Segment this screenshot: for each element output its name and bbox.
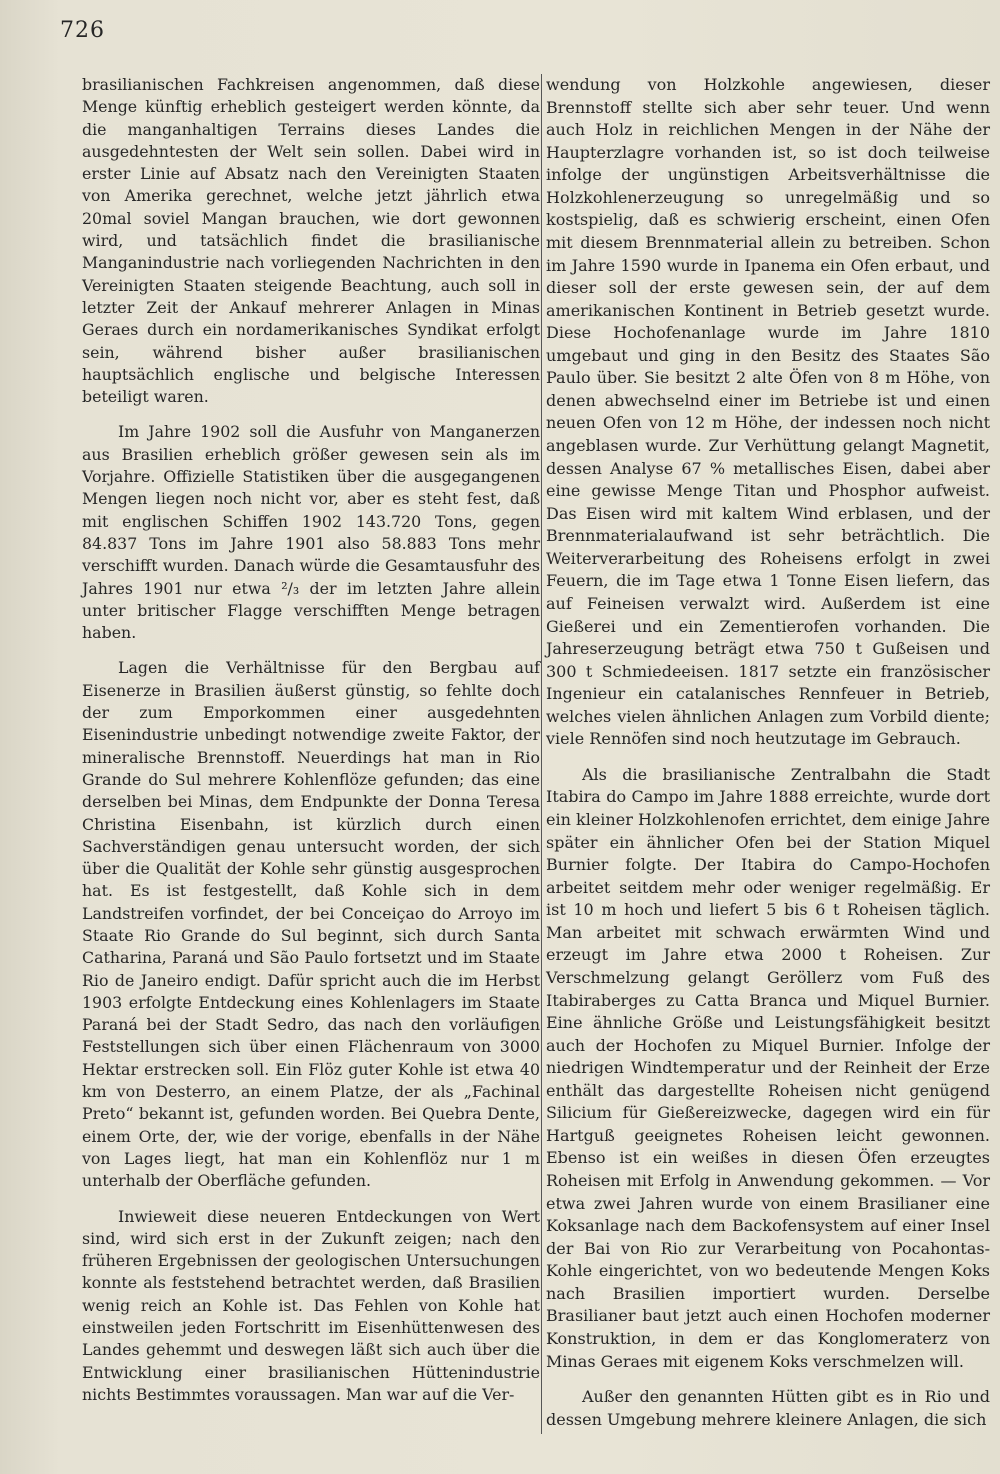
- right-paragraph-1: wendung von Holzkohle angewiesen, dieser Brennstoff stellte sich aber sehr teuer. Und wenn auch Holz in reichlichen Mengen in der Nähe der Haupterzlagre vorhanden ist, so ist doch teilweise infolge der ungünstigen Arbeitsverhältnisse die Holzkohlenerzeugung so unregelmäßig und so kostspielig, daß es schwierig erscheint, einen Ofen mit diesem Brennmaterial allein zu betreiben. Schon im Jahre 1590 wurde in Ipanema ein Ofen erbaut, und dieser soll der erste gewesen sein, der auf dem amerikanischen Kontinent in Betrieb gesetzt wurde. Diese Hochofenanlage wurde im Jahre 1810 umgebaut und ging in den Besitz des Staates São Paulo über. Sie besitzt 2 alte Öfen von 8 m Höhe, von denen abwechselnd einer im Betriebe ist und einen neuen Ofen von 12 m Höhe, der indessen noch nicht angeblasen wurde. Zur Verhüttung gelangt Magnetit, dessen Analyse 67 % metallisches Eisen, dabei aber eine gewisse Menge Titan und Phosphor aufweist. Das Eisen wird mit kaltem Wind erblasen, und der Brennmaterialaufwand ist sehr beträchtlich. Die Weiterverarbeitung des Roheisens erfolgt in zwei Feuern, die im Tage etwa 1 Tonne Eisen liefern, das auf Feineisen verwalzt wird. Außerdem ist eine Gießerei und ein Zementierofen vorhanden. Die Jahreserzeugung beträgt etwa 750 t Gußeisen und 300 t Schmiedeeisen. 1817 setzte ein französischer Ingenieur ein catalanisches Rennfeuer in Betrieb, welches vielen ähnlichen Anlagen zum Vorbild diente; viele Rennöfen sind noch heutzutage im Gebrauch.: [546, 75, 990, 749]
- left-column: [82, 74, 540, 1406]
- left-paragraph-2: Im Jahre 1902 soll die Ausfuhr von Manganerzen aus Brasilien erheblich größer gewesen sein als im Vorjahre. Offizielle Statistiken über die ausgegangenen Mengen liegen noch nicht vor, aber es steht fest, daß mit englischen Schiffen 1902 143.720 Tons, gegen 84.837 Tons im Jahre 1901 also 58.883 Tons mehr verschifft wurden. Danach würde die Gesamtausfuhr des Jahres 1901 nur etwa ²/₃ der im letzten Jahre allein unter britischer Flagge verschifften Menge betragen haben.: [82, 422, 540, 643]
- left-paragraph-3: Lagen die Verhältnisse für den Bergbau auf Eisenerze in Brasilien äußerst günstig, so fehlte doch der zum Emporkommen einer ausgedehnten Eisenindustrie unbedingt notwendige zweite Faktor, der mineralische Brennstoff. Neuerdings hat man in Rio Grande do Sul mehrere Kohlenflöze gefunden; das eine derselben bei Minas, dem Endpunkte der Donna Teresa Christina Eisenbahn, ist kürzlich durch einen Sachverständigen genau untersucht worden, der sich über die Qualität der Kohle sehr günstig ausgesprochen hat. Es ist festgestellt, daß Kohle sich in dem Landstreifen vorfindet, der bei Conceiçao do Arroyo im Staate Rio Grande do Sul beginnt, sich durch Santa Catharina, Paraná und São Paulo fortsetzt und im Staate Rio de Janeiro endigt. Dafür spricht auch die im Herbst 1903 erfolgte Entdeckung eines Kohlenlagers im Staate Paraná bei der Stadt Sedro, das nach den vorläufigen Feststellungen sich über einen Flächenraum von 3000 Hektar erstrecken soll. Ein Flöz guter Kohle ist etwa 40 km von Desterro, an einem Platze, der als „Fachinal Preto“ bekannt ist, gefunden worden. Bei Quebra Dente, einem Orte, der, wie der vorige, ebenfalls in der Nähe von Lages liegt, hat man ein Kohlenflöz nur 1 m unterhalb der Oberfläche gefunden.: [82, 658, 540, 1191]
- right-column: [546, 74, 990, 1431]
- right-paragraph-2: Als die brasilianische Zentralbahn die Stadt Itabira do Campo im Jahre 1888 erreichte, wurde dort ein kleiner Holzkohlenofen errichtet, dem einige Jahre später ein ähnlicher Ofen bei der Station Miquel Burnier folgte. Der Itabira do Campo-Hochofen arbeitet seitdem mehr oder weniger regelmäßig. Er ist 10 m hoch und liefert 5 bis 6 t Roheisen täglich. Man arbeitet mit schwach erwärmten Wind und erzeugt im Jahre etwa 2000 t Roheisen. Zur Verschmelzung gelangt Geröllerz vom Fuß des Itabiraberges zu Catta Branca und Miquel Burnier. Eine ähnliche Größe und Leistungsfähigkeit besitzt auch der Hochofen zu Miquel Burnier. Infolge der niedrigen Windtemperatur und der Reinheit der Erze enthält das dargestellte Roheisen nicht genügend Silicium für Gießereizwecke, dagegen wird ein für Hartguß geeignetes Roheisen leicht gewonnen. Ebenso ist ein weißes in diesen Öfen erzeugtes Roheisen mit Erfolg in Anwendung gekommen. — Vor etwa zwei Jahren wurde von einem Brasilianer eine Koksanlage nach dem Backofensystem auf einer Insel der Bai von Rio zur Verarbeitung von Pocahontas-Kohle eingerichtet, von wo bedeutende Mengen Koks nach Brasilien importiert wurden. Derselbe Brasilianer baut jetzt auch einen Hochofen moderner Konstruktion, in dem er das Konglomeraterz von Minas Geraes mit eigenem Koks verschmelzen will.: [546, 764, 990, 1371]
- column-divider: [541, 74, 542, 1434]
- left-paragraph-4: Inwieweit diese neueren Entdeckungen von Wert sind, wird sich erst in der Zukunft zeigen; nach den früheren Ergebnissen der geologischen Untersuchungen konnte als feststehend betrachtet werden, daß Brasilien wenig reich an Kohle ist. Das Fehlen von Kohle hat einstweilen jeden Fortschritt im Eisenhüttenwesen des Landes gehemmt und deswegen läßt sich auch über die Entwicklung einer brasilianischen Hüttenindustrie nichts Bestimmtes voraussagen. Man war auf die Ver-: [82, 1206, 540, 1404]
- right-paragraph-3: Außer den genannten Hütten gibt es in Rio und dessen Umgebung mehrere kleinere Anlagen, die sich: [546, 1387, 990, 1429]
- left-paragraph-1: brasilianischen Fachkreisen angenommen, daß diese Menge künftig erheblich gesteigert werden könnte, da die manganhaltigen Terrains dieses Landes die ausgedehntesten der Welt sein sollen. Dabei wird in erster Linie auf Absatz nach den Vereinigten Staaten von Amerika gerechnet, welche jetzt jährlich etwa 20mal soviel Mangan brauchen, wie dort gewonnen wird, und tatsächlich findet die brasilianische Manganindustrie nach vorliegenden Nachrichten in den Vereinigten Staaten steigende Beachtung, auch soll in letzter Zeit der Ankauf mehrerer Anlagen in Minas Geraes durch ein nordamerikanisches Syndikat erfolgt sein, während bisher außer brasilianischen hauptsächlich englische und belgische Interessen beteiligt waren.: [82, 75, 540, 407]
- page-number: 726: [60, 18, 105, 43]
